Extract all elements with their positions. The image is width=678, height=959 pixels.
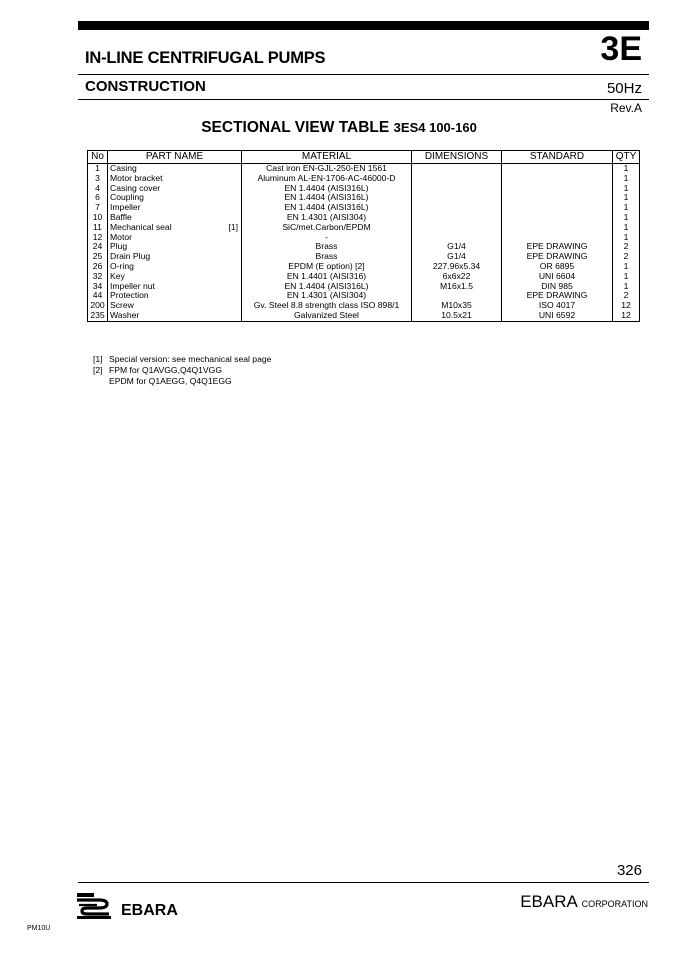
- cell-no: 11: [88, 223, 108, 233]
- cell-dimensions: G1/4: [412, 252, 502, 262]
- document-code: PM10U: [27, 925, 51, 932]
- part-note-ref: [1]: [228, 222, 238, 232]
- cell-dimensions: 227.96x5.34: [412, 262, 502, 272]
- part-name-text: Screw: [110, 301, 134, 311]
- cell-standard: [502, 203, 613, 213]
- logo-text: EBARA: [121, 902, 178, 919]
- cell-part-name: [108, 203, 242, 213]
- cell-qty: 1: [613, 233, 640, 243]
- table-row: [88, 252, 640, 262]
- cell-part-name: [108, 262, 242, 272]
- cell-no: 200: [88, 301, 108, 311]
- column-header-standard: STANDARD: [502, 151, 613, 164]
- table-heading-main: SECTIONAL VIEW TABLE: [201, 119, 390, 136]
- header-divider: [78, 74, 649, 75]
- cell-no: 3: [88, 174, 108, 184]
- cell-part-name: [108, 233, 242, 243]
- cell-dimensions: [412, 174, 502, 184]
- cell-no: 235: [88, 311, 108, 321]
- cell-part-name: [108, 174, 242, 184]
- corporation-main: EBARA: [520, 892, 577, 911]
- footnote-text: Special version: see mechanical seal page: [109, 354, 272, 364]
- part-name-text: Washer: [110, 310, 140, 320]
- cell-qty: 1: [613, 203, 640, 213]
- table-row: [88, 311, 640, 321]
- footnote-ref: [2]: [93, 365, 103, 375]
- cell-part-name: [108, 223, 242, 233]
- document-subtitle: CONSTRUCTION: [85, 78, 206, 95]
- part-name-text: Motor: [110, 232, 132, 242]
- part-name-text: Coupling: [110, 193, 144, 203]
- cell-part-name: [108, 301, 242, 311]
- cell-no: 32: [88, 272, 108, 282]
- cell-part-name: [108, 311, 242, 321]
- revision-label: Rev.A: [610, 101, 642, 115]
- cell-part-name: [108, 193, 242, 203]
- cell-qty: 1: [613, 174, 640, 184]
- cell-no: 10: [88, 213, 108, 223]
- cell-standard: UNI 6604: [502, 272, 613, 282]
- part-name-text: Impeller nut: [110, 281, 155, 291]
- table-row: [88, 174, 640, 184]
- table-row: [88, 282, 640, 292]
- column-header-part-name: PART NAME: [108, 151, 242, 164]
- cell-no: 4: [88, 184, 108, 194]
- part-name-text: Drain Plug: [110, 252, 151, 262]
- cell-standard: EPE DRAWING: [502, 291, 613, 301]
- cell-part-name: [108, 282, 242, 292]
- cell-qty: 1: [613, 262, 640, 272]
- cell-qty: 1: [613, 213, 640, 223]
- header-top-bar: [78, 21, 649, 30]
- cell-standard: EPE DRAWING: [502, 252, 613, 262]
- footnotes: [93, 354, 271, 387]
- cell-qty: 1: [613, 193, 640, 203]
- cell-standard: [502, 223, 613, 233]
- subtitle-divider: [78, 99, 649, 100]
- cell-standard: [502, 164, 613, 174]
- cell-material: Aluminum AL-EN-1706-AC-46000-D: [242, 174, 412, 184]
- cell-no: 7: [88, 203, 108, 213]
- cell-no: 26: [88, 262, 108, 272]
- part-name-text: Key: [110, 271, 125, 281]
- cell-material: EN 1.4404 (AISI316L): [242, 282, 412, 292]
- cell-part-name: [108, 242, 242, 252]
- table-row: [88, 164, 640, 174]
- cell-material: Gv. Steel 8.8 strength class ISO 898/1: [242, 301, 412, 311]
- cell-standard: ISO 4017: [502, 301, 613, 311]
- table-row: [88, 233, 640, 243]
- cell-part-name: [108, 252, 242, 262]
- footnote: [93, 376, 271, 387]
- footer-divider: [78, 882, 649, 883]
- table-heading-model: 3ES4 100-160: [393, 120, 477, 135]
- cell-standard: UNI 6592: [502, 311, 613, 321]
- table-row: [88, 193, 640, 203]
- table-heading: [0, 119, 678, 137]
- cell-part-name: [108, 291, 242, 301]
- cell-qty: 1: [613, 282, 640, 292]
- cell-no: 12: [88, 233, 108, 243]
- cell-dimensions: [412, 184, 502, 194]
- table-row: [88, 184, 640, 194]
- cell-material: EN 1.4404 (AISI316L): [242, 203, 412, 213]
- ebara-logo: [77, 890, 192, 920]
- cell-qty: 1: [613, 272, 640, 282]
- cell-no: 6: [88, 193, 108, 203]
- cell-no: 1: [88, 164, 108, 174]
- footnote: [93, 354, 271, 365]
- cell-dimensions: [412, 223, 502, 233]
- cell-standard: OR 6895: [502, 262, 613, 272]
- cell-standard: [502, 193, 613, 203]
- sectional-view-table: [87, 150, 640, 322]
- cell-standard: DIN 985: [502, 282, 613, 292]
- part-name-text: Casing cover: [110, 183, 161, 193]
- cell-material: EN 1.4301 (AISI304): [242, 213, 412, 223]
- corporation-name: [520, 892, 648, 912]
- cell-dimensions: 10.5x21: [412, 311, 502, 321]
- cell-qty: 1: [613, 223, 640, 233]
- cell-qty: 2: [613, 291, 640, 301]
- section-code: 3E: [600, 30, 642, 68]
- cell-material: EN 1.4401 (AISI316): [242, 272, 412, 282]
- table-row: [88, 272, 640, 282]
- cell-qty: 12: [613, 301, 640, 311]
- cell-dimensions: 6x6x22: [412, 272, 502, 282]
- cell-qty: 2: [613, 242, 640, 252]
- cell-dimensions: M16x1.5: [412, 282, 502, 292]
- table-row: [88, 213, 640, 223]
- cell-material: SiC/met.Carbon/EPDM: [242, 223, 412, 233]
- cell-standard: EPE DRAWING: [502, 242, 613, 252]
- page-number: 326: [616, 862, 642, 879]
- table-row: [88, 203, 640, 213]
- cell-qty: 12: [613, 311, 640, 321]
- cell-dimensions: [412, 193, 502, 203]
- column-header-dimensions: DIMENSIONS: [412, 151, 502, 164]
- cell-material: -: [242, 233, 412, 243]
- cell-dimensions: M10x35: [412, 301, 502, 311]
- cell-part-name: [108, 184, 242, 194]
- part-name-text: O-ring: [110, 261, 134, 271]
- part-name-text: Casing: [110, 163, 137, 173]
- corporation-small: CORPORATION: [581, 899, 648, 909]
- cell-material: EN 1.4404 (AISI316L): [242, 184, 412, 194]
- cell-no: 34: [88, 282, 108, 292]
- cell-qty: 1: [613, 164, 640, 174]
- cell-dimensions: [412, 291, 502, 301]
- frequency-label: 50Hz: [606, 80, 642, 97]
- column-header-no: No: [88, 151, 108, 164]
- cell-material: Galvanized Steel: [242, 311, 412, 321]
- cell-no: 44: [88, 291, 108, 301]
- table-row: [88, 262, 640, 272]
- cell-part-name: [108, 272, 242, 282]
- column-header-material: MATERIAL: [242, 151, 412, 164]
- cell-part-name: [108, 213, 242, 223]
- cell-dimensions: [412, 213, 502, 223]
- cell-no: 25: [88, 252, 108, 262]
- table-row: [88, 291, 640, 301]
- cell-material: Brass: [242, 242, 412, 252]
- cell-material: EN 1.4404 (AISI316L): [242, 193, 412, 203]
- cell-dimensions: G1/4: [412, 242, 502, 252]
- footnote: [93, 365, 271, 376]
- footnote-text: EPDM for Q1AEGG, Q4Q1EGG: [109, 376, 232, 386]
- table-row: [88, 223, 640, 233]
- part-name-text: Mechanical seal: [110, 222, 172, 232]
- cell-qty: 2: [613, 252, 640, 262]
- cell-material: EN 1.4301 (AISI304): [242, 291, 412, 301]
- table-body: [88, 164, 640, 322]
- cell-material: EPDM (E option) [2]: [242, 262, 412, 272]
- cell-standard: [502, 213, 613, 223]
- document-title: IN-LINE CENTRIFUGAL PUMPS: [85, 49, 326, 67]
- cell-dimensions: [412, 203, 502, 213]
- part-name-text: Plug: [110, 242, 128, 252]
- cell-standard: [502, 184, 613, 194]
- cell-standard: [502, 174, 613, 184]
- cell-part-name: [108, 164, 242, 174]
- cell-dimensions: [412, 233, 502, 243]
- part-name-text: Baffle: [110, 212, 132, 222]
- part-name-text: Impeller: [110, 203, 141, 213]
- cell-material: Cast iron EN-GJL-250-EN 1561: [242, 164, 412, 174]
- table-header-row: [88, 151, 640, 164]
- column-header-qty: QTY: [613, 151, 640, 164]
- cell-material: Brass: [242, 252, 412, 262]
- cell-dimensions: [412, 164, 502, 174]
- cell-standard: [502, 233, 613, 243]
- cell-no: 24: [88, 242, 108, 252]
- footnote-text: FPM for Q1AVGG,Q4Q1VGG: [109, 365, 223, 375]
- table-row: [88, 242, 640, 252]
- cell-qty: 1: [613, 184, 640, 194]
- part-name-text: Motor bracket: [110, 173, 163, 183]
- table-row: [88, 301, 640, 311]
- footnote-ref: [1]: [93, 354, 103, 364]
- part-name-text: Protection: [110, 291, 149, 301]
